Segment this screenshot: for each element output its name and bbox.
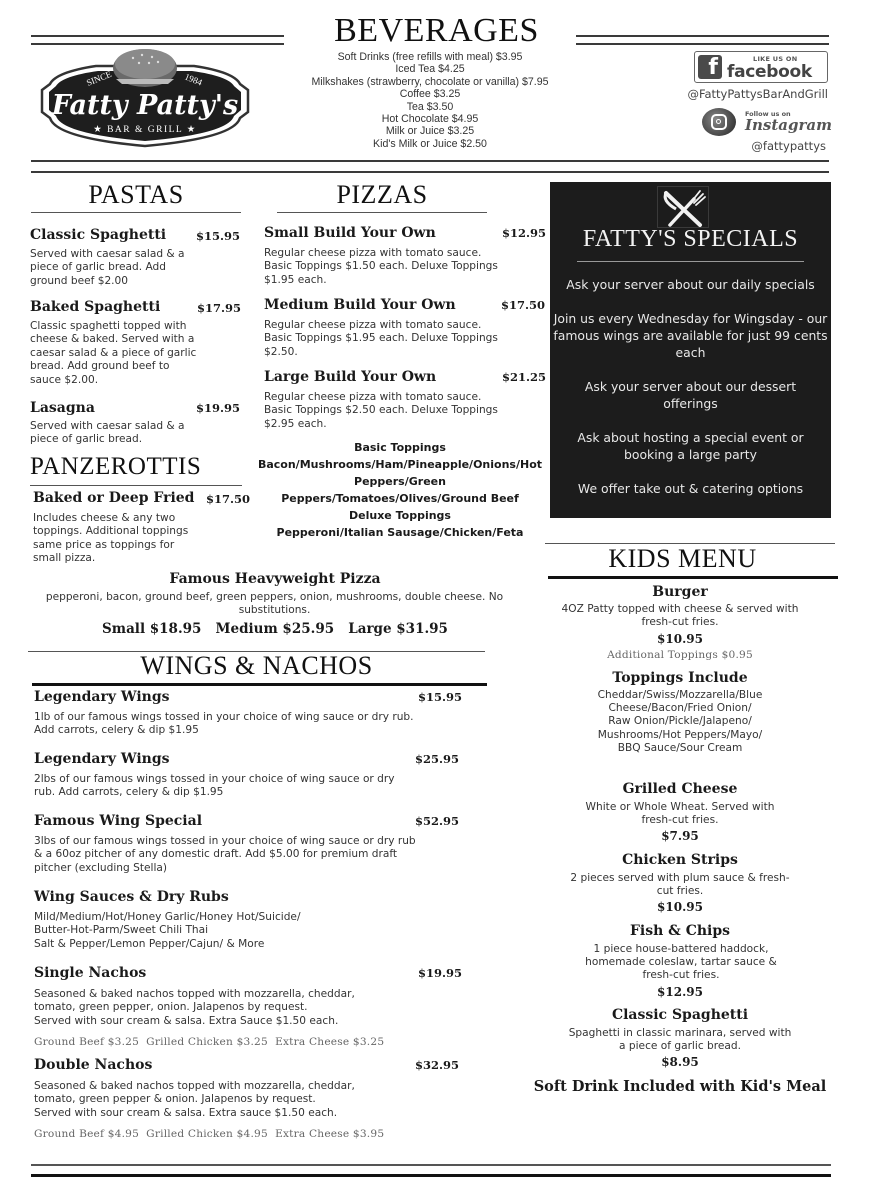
desc-line: Seasoned & baked nachos topped with mozzarella, cheddar, xyxy=(34,1080,355,1092)
menu-item-price: $25.95 xyxy=(415,752,460,766)
menu-item-name: Famous Wing Special xyxy=(34,813,203,829)
menu-item-desc: Regular cheese pizza with tomato sauce. Basic Toppings $1.95 each. Deluxe Toppings $2.50. xyxy=(264,319,498,358)
wing-sauces-line: Salt & Pepper/Lemon Pepper/Cajun/ & More xyxy=(34,937,265,950)
svg-text:★ BAR & GRILL ★: ★ BAR & GRILL ★ xyxy=(93,125,197,135)
menu-item-name: Legendary Wings xyxy=(34,751,170,767)
basic-toppings-label: Basic Toppings xyxy=(354,441,446,454)
rule-bottom-2 xyxy=(31,1174,831,1177)
kids-item-price: $10.95 xyxy=(657,632,703,646)
beverage-item: Coffee $3.25 xyxy=(399,88,461,101)
heavyweight-pizza-name: Famous Heavyweight Pizza xyxy=(169,571,381,587)
menu-item-name: Double Nachos xyxy=(34,1057,153,1073)
kids-item-name: Grilled Cheese xyxy=(622,781,738,797)
rule-header-bottom-1 xyxy=(31,160,829,162)
pizzas-title: PIZZAS xyxy=(336,180,428,209)
specials-item: Join us every Wednesday for Wingsday - our famous wings are available for just 99 cents each xyxy=(553,311,828,360)
kids-item-price: $10.95 xyxy=(657,900,703,914)
specials-item: Ask about hosting a special event or booking a large party xyxy=(577,430,804,462)
menu-item-desc: 2lbs of our famous wings tossed in your choice of wing sauce or dry rub. Add carrots, celery & dip $1.95 xyxy=(34,773,395,799)
desc-line: Served with sour cream & salsa. Extra sauce $1.50 each. xyxy=(34,1106,338,1119)
menu-item-desc xyxy=(34,1080,434,1120)
kids-item-desc: 1 piece house-battered haddock, homemade coleslaw, tartar sauce & fresh-cut fries. xyxy=(585,943,777,982)
menu-item-name: Classic Spaghetti xyxy=(30,227,167,243)
pastas-title-rule xyxy=(31,212,241,213)
kids-toppings-line: Raw Onion/Pickle/Jalapeno/ xyxy=(608,715,752,728)
facebook-icon: f xyxy=(698,55,722,79)
instagram-icon[interactable] xyxy=(702,108,736,136)
menu-item-name: Lasagna xyxy=(30,400,95,416)
beverages-list xyxy=(280,51,580,150)
rule-bottom-1 xyxy=(31,1164,831,1166)
basic-toppings-list: Bacon/Mushrooms/Ham/Pineapple/Onions/Hot Peppers/Green Peppers/Tomatoes/Olives/Ground Beef xyxy=(257,458,543,505)
svg-text:1984: 1984 xyxy=(183,71,204,88)
kids-toppings-line: BBQ Sauce/Sour Cream xyxy=(617,741,743,754)
fatty-pattys-logo xyxy=(36,46,254,154)
kids-menu-title: KIDS MENU xyxy=(608,544,757,573)
beverage-item: Kid's Milk or Juice $2.50 xyxy=(373,137,487,150)
panzerottis-title-rule xyxy=(30,485,242,486)
menu-item-addons: Ground Beef $3.25 Grilled Chicken $3.25 Extra Cheese $3.25 xyxy=(34,1036,385,1048)
kids-toppings-line: Mushrooms/Hot Peppers/Mayo/ xyxy=(597,728,763,741)
menu-item-name: Single Nachos xyxy=(34,965,147,981)
menu-item-desc: 3lbs of our famous wings tossed in your choice of wing sauce or dry rub & a 60oz pitcher of any domestic draft. Add $5.00 for premium draft pitcher (excluding Stella) xyxy=(34,835,416,874)
kids-item-desc: 4OZ Patty topped with cheese & served with fresh-cut fries. xyxy=(561,603,799,629)
kids-item-name: Chicken Strips xyxy=(622,852,738,868)
menu-item-desc: Regular cheese pizza with tomato sauce. Basic Toppings $1.50 each. Deluxe Toppings $1.95 each. xyxy=(264,247,498,286)
beverage-item: Tea $3.50 xyxy=(406,100,454,113)
menu-item-desc: Classic spaghetti topped with cheese & baked. Served with a caesar salad & a piece of garlic bread. Add ground beef to sauce $2.00. xyxy=(30,320,197,386)
specials-title-rule xyxy=(577,261,804,262)
rule-top-left-2 xyxy=(31,43,284,45)
pizza-toppings xyxy=(252,439,548,541)
menu-item-desc: Served with caesar salad & a piece of garlic bread. Add ground beef $2.00 xyxy=(30,248,185,287)
wings-bottom-rule xyxy=(32,683,487,686)
desc-line: tomato, green pepper & onion. Jalapenos by request. xyxy=(34,1093,316,1106)
facebook-badge[interactable] xyxy=(694,51,828,83)
menu-item-desc: Includes cheese & any two toppings. Additional toppings same price as toppings for small pizza. xyxy=(33,512,189,565)
menu-item-name: Small Build Your Own xyxy=(264,225,436,241)
menu-item-price: $12.95 xyxy=(502,226,547,240)
facebook-wordmark: facebook xyxy=(727,62,812,82)
menu-item-price: $15.95 xyxy=(196,229,241,243)
wings-title: WINGS & NACHOS xyxy=(140,651,373,680)
menu-item-price: $17.50 xyxy=(501,298,546,312)
menu-item-name: Medium Build Your Own xyxy=(264,297,456,313)
heavyweight-pizza-desc: pepperoni, bacon, ground beef, green peppers, onion, mushrooms, double cheese. No substitutions. xyxy=(45,591,504,617)
kids-item-price: $7.95 xyxy=(661,829,699,843)
specials-item: Ask your server about our daily specials xyxy=(566,277,815,292)
kids-item-desc: 2 pieces served with plum sauce & fresh-cut fries. xyxy=(570,872,790,898)
beverage-item: Iced Tea $4.25 xyxy=(395,63,465,76)
specials-item: Ask your server about our dessert offerings xyxy=(584,379,797,411)
menu-item-price: $17.50 xyxy=(206,492,251,506)
menu-item-desc: Regular cheese pizza with tomato sauce. Basic Toppings $2.50 each. Deluxe Toppings $2.95 each. xyxy=(264,391,498,430)
menu-item-price: $32.95 xyxy=(415,1058,460,1072)
instagram-badge-caption: Follow us on xyxy=(745,110,791,118)
fork-knife-icon xyxy=(657,186,709,228)
kids-meal-footer: Soft Drink Included with Kid's Meal xyxy=(533,1078,827,1095)
menu-item-price: $21.25 xyxy=(502,370,547,384)
desc-line: tomato, green pepper, onion. Jalapenos by request. xyxy=(34,1001,308,1014)
desc-line: Served with sour cream & salsa. Extra Sauce $1.50 each. xyxy=(34,1014,339,1027)
menu-item-addons: Ground Beef $4.95 Grilled Chicken $4.95 Extra Cheese $3.95 xyxy=(34,1128,385,1140)
kids-toppings-list xyxy=(540,689,820,755)
menu-item-name: Large Build Your Own xyxy=(264,369,437,385)
kids-item-desc: White or Whole Wheat. Served with fresh-cut fries. xyxy=(585,801,775,827)
wing-sauces-title: Wing Sauces & Dry Rubs xyxy=(34,889,229,905)
fattys-specials-panel xyxy=(550,182,831,518)
rule-header-bottom-2 xyxy=(31,171,829,173)
menu-item-desc: Served with caesar salad & a piece of garlic bread. xyxy=(30,420,185,446)
heavyweight-pizza-prices: Small $18.95 Medium $25.95 Large $31.95 xyxy=(102,621,448,637)
instagram-handle[interactable]: @fattypattys xyxy=(751,139,826,153)
kids-item-name: Burger xyxy=(652,584,708,600)
specials-title: FATTY'S SPECIALS xyxy=(582,226,799,252)
beverage-item: Soft Drinks (free refills with meal) $3.95 xyxy=(337,51,523,63)
burger-logo-icon xyxy=(36,46,254,154)
pizzas-title-rule xyxy=(277,212,487,213)
menu-item-name: Legendary Wings xyxy=(34,689,170,705)
kids-bottom-rule xyxy=(548,576,838,579)
menu-item-desc xyxy=(34,988,434,1028)
menu-item-price: $19.95 xyxy=(418,966,463,980)
kids-item-name: Classic Spaghetti xyxy=(611,1007,749,1023)
facebook-badge-caption: LIKE US ON xyxy=(753,55,798,63)
beverage-item: Hot Chocolate $4.95 xyxy=(381,113,479,126)
deluxe-toppings-label: Deluxe Toppings xyxy=(349,509,451,522)
kids-toppings-line: Cheddar/Swiss/Mozzarella/Blue xyxy=(597,689,763,701)
menu-item-name: Baked or Deep Fried xyxy=(33,490,195,506)
svg-text:Fatty Patty's: Fatty Patty's xyxy=(51,90,239,121)
rule-top-right-1 xyxy=(576,35,829,37)
rule-top-right-2 xyxy=(576,43,829,45)
menu-item-price: $15.95 xyxy=(418,690,463,704)
menu-item-name: Baked Spaghetti xyxy=(30,299,161,315)
instagram-wordmark: Instagram xyxy=(745,116,832,134)
specials-item: We offer take out & catering options xyxy=(577,481,804,496)
rule-top-left-1 xyxy=(31,35,284,37)
wing-sauces-list xyxy=(34,911,434,951)
pastas-title: PASTAS xyxy=(88,180,184,209)
wing-sauces-line: Butter-Hot-Parm/Sweet Chili Thai xyxy=(34,924,209,937)
kids-burger-extra: Additional Toppings $0.95 xyxy=(607,649,753,661)
beverage-item: Milkshakes (strawberry, chocolate or vanilla) $7.95 xyxy=(311,75,549,88)
beverage-item: Milk or Juice $3.25 xyxy=(385,125,475,138)
kids-item-price: $12.95 xyxy=(657,985,703,999)
kids-item-desc: Spaghetti in classic marinara, served with a piece of garlic bread. xyxy=(568,1027,792,1053)
kids-toppings-title: Toppings Include xyxy=(612,670,748,686)
deluxe-toppings-list: Pepperoni/Italian Sausage/Chicken/Feta xyxy=(276,526,524,539)
kids-item-price: $8.95 xyxy=(661,1055,699,1069)
menu-item-price: $52.95 xyxy=(415,814,460,828)
kids-toppings-line: Cheese/Bacon/Fried Onion/ xyxy=(608,702,752,715)
menu-item-price: $17.95 xyxy=(197,301,242,315)
beverages-title: BEVERAGES xyxy=(334,12,539,49)
panzerottis-title: PANZEROTTIS xyxy=(30,453,202,480)
wing-sauces-line: Mild/Medium/Hot/Honey Garlic/Honey Hot/Suicide/ xyxy=(34,911,301,923)
svg-text:SINCE: SINCE xyxy=(85,68,113,88)
menu-item-desc: 1lb of our famous wings tossed in your choice of wing sauce or dry rub. Add carrots, celery & dip $1.95 xyxy=(34,711,414,737)
desc-line: Seasoned & baked nachos topped with mozzarella, cheddar, xyxy=(34,988,355,1000)
menu-item-price: $19.95 xyxy=(196,401,241,415)
facebook-handle[interactable]: @FattyPattysBarAndGrill xyxy=(687,87,828,101)
kids-item-name: Fish & Chips xyxy=(629,923,731,939)
